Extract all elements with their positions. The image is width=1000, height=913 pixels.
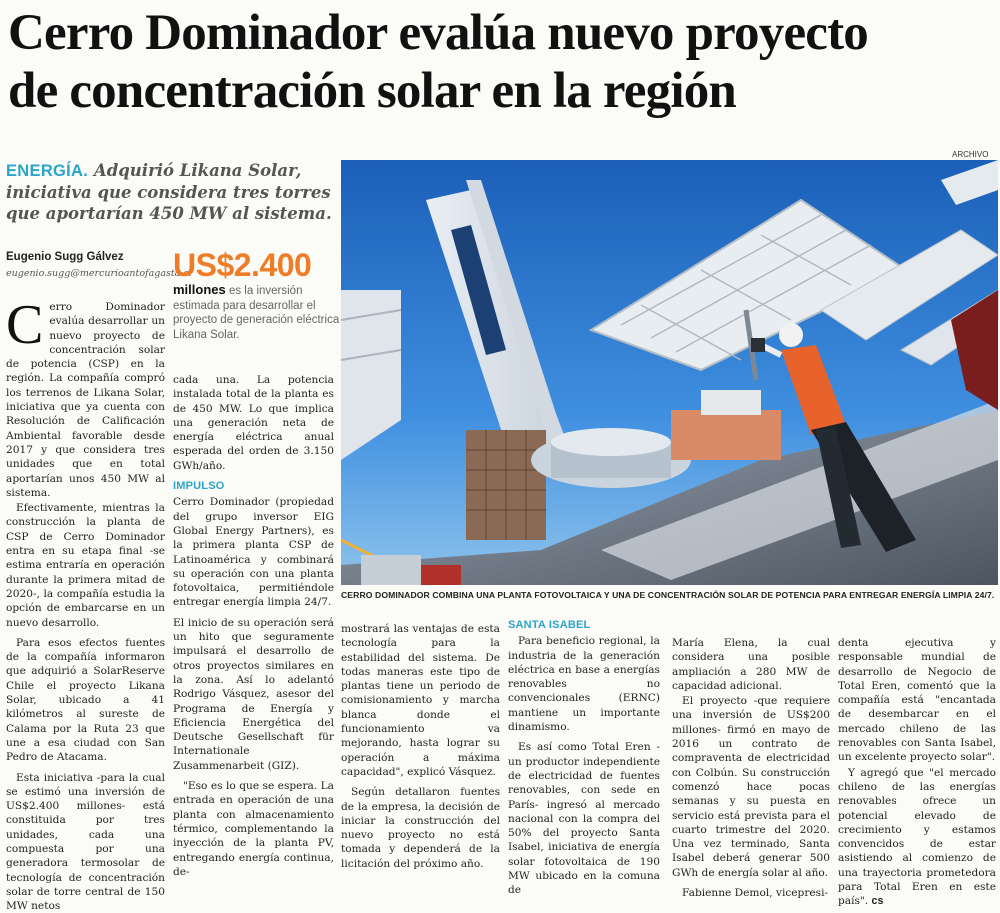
article-column-6 bbox=[838, 636, 996, 870]
lead-paragraph bbox=[6, 160, 336, 224]
stat-unit: millones bbox=[173, 282, 226, 297]
article-paragraph: denta ejecutiva y responsable mundial de desarrollo de Negocio de Total Eren, comentó que la compañía está "encantada de desembarcar en el mercado chileno de las renovables con Santa Isabel, un excelente proyecto solar". bbox=[838, 636, 996, 765]
lead-text: Adquirió Likana Solar, iniciativa que considera tres torres que aportarían 450 MW al sistema. bbox=[6, 161, 332, 223]
author-name: Eugenio Sugg Gálvez bbox=[6, 251, 124, 263]
article-paragraph: Fabienne Demol, vicepresi- bbox=[672, 886, 830, 900]
article-paragraph: El inicio de su operación será un hito que seguramente impulsará el desarrollo de otros proyectos similares en la zona. Así lo adelantó Rodrigo Vásquez, asesor del Programa de Energía y Eficiencia Energética del Deutsche Gesellschaft für Internationale Zusammenarbeit (GIZ). bbox=[173, 616, 334, 773]
article-paragraph: Y agregó que "el mercado chileno de las energías renovables ofrece un potencial elevado de crecimiento y estamos convencidos de estar asistiendo al comienzo de una trayectoria prometedora para Total Eren en este país". cs bbox=[838, 766, 996, 909]
article-paragraph: mostrará las ventajas de esta tecnología para la estabilidad del sistema. De todas maneras este tipo de plantas tiene un periodo de comisionamiento y marcha blanca donde el funcionamiento va mejorando, hasta lograr su operación a máxima capacidad", explicó Vásquez. bbox=[341, 622, 500, 779]
headline-line-1: Cerro Dominador evalúa nuevo proyecto bbox=[8, 4, 998, 62]
article-paragraph: El proyecto -que requiere una inversión de US$200 millones- firmó en mayo de 2016 un contrato de compraventa de electricidad con Colbún. Su construcción comenzó hace pocas semanas y su puesta en servicio está prevista para el cuarto trimestre del 2020. Una vez terminado, Santa Isabel deberá generar 500 GWh de energía solar al año. bbox=[672, 694, 830, 880]
subheading-santa-isabel: SANTA ISABEL bbox=[508, 618, 660, 632]
subheading-impulso: IMPULSO bbox=[173, 479, 334, 493]
article-paragraph: cada una. La potencia instalada total de la planta es de 450 MW. Lo que implica una generación neta de energía eléctrica anual esperada del orden de 3.150 GWh/año. bbox=[173, 373, 334, 473]
headline-line-2: de concentración solar en la región bbox=[8, 62, 998, 120]
article-paragraph: Cerro Dominador evalúa desarrollar un nuevo proyecto de concentración solar de potencia (CSP) en la región. La compañía compró los terrenos de Likana Solar, iniciativa que ya cuenta con Resolución de Calificación Ambiental favorable desde 2017 y que considera tres unidades que en total aportarían unos 450 MW al sistema. bbox=[6, 300, 165, 500]
stat-text: es la inversión estimada para desarrollar el proyecto de generación eléctrica Likana Solar. bbox=[173, 285, 339, 341]
drop-cap: C bbox=[6, 303, 43, 347]
article-column-4 bbox=[508, 618, 660, 870]
article-paragraph: Esta iniciativa -para la cual se estimó una inversión de US$2.400 millones- está constituida por tres unidades, cada una compuesta por una generadora termosolar de tecnología de concentración solar de torre central de 150 MW netos bbox=[6, 771, 165, 913]
article-paragraph: Para esos efectos fuentes de la compañía informaron que adquirió a SolarReserve Chile el proyecto Likana Solar, ubicado a 41 kilómetros al sureste de Calama por la Ruta 23 que une a esa ciudad con San Pedro de Atacama. bbox=[6, 636, 165, 765]
article-column-2 bbox=[173, 373, 334, 870]
section-label: ENERGÍA. bbox=[6, 162, 88, 180]
stat-value: US$2.400 bbox=[173, 247, 311, 284]
end-mark: cs bbox=[872, 895, 884, 907]
solar-plant-photo bbox=[341, 160, 998, 585]
article-photo bbox=[341, 160, 998, 585]
photo-credit: ARCHIVO bbox=[952, 150, 988, 159]
article-paragraph: Cerro Dominador (propiedad del grupo inversor EIG Global Energy Partners), es la primera planta CSP de Latinoamérica y combinará su operación con una planta fotovoltaica, permitiéndole entregar energía limpia 24/7. bbox=[173, 495, 334, 609]
article-column-5 bbox=[672, 636, 830, 870]
author-email: eugenio.sugg@mercurioantofagasta.cl bbox=[6, 268, 192, 279]
article-paragraph: María Elena, la cual considera una posible ampliación a 280 MW de capacidad adicional. bbox=[672, 636, 830, 693]
stat-description bbox=[173, 283, 341, 342]
photo-caption: CERRO DOMINADOR COMBINA UNA PLANTA FOTOVOLTAICA Y UNA DE CONCENTRACIÓN SOLAR DE POTENCIA PARA ENTREGAR ENERGÍA LIMPIA 24/7. bbox=[341, 590, 998, 600]
article-paragraph: "Eso es lo que se espera. La entrada en operación de una planta con almacenamiento térmico, complementando la inyección de la planta PV, entregando energía continua, de- bbox=[173, 779, 334, 879]
headline bbox=[8, 4, 998, 120]
article-paragraph: Es así como Total Eren -un productor independiente de electricidad de fuentes renovables, con sede en París- ingresó al mercado nacional con la compra del 50% del proyecto Santa Isabel, iniciativa de energía solar fotovoltaica de 190 MW ubicado en la comuna de bbox=[508, 740, 660, 897]
article-column-1 bbox=[6, 300, 165, 870]
article-column-3 bbox=[341, 622, 500, 870]
article-paragraph: Para beneficio regional, la industria de la generación eléctrica en base a energías renovables no convencionales (ERNC) mantiene un importante dinamismo. bbox=[508, 634, 660, 734]
article-paragraph: Efectivamente, mientras la construcción la planta de CSP de Cerro Dominador entra en su etapa final -se estima entraría en operación durante la primera mitad de 2020-, la compañía estudia la opción de embarcarse en un nuevo desarrollo. bbox=[6, 501, 165, 630]
article-paragraph: Según detallaron fuentes de la empresa, la decisión de iniciar la construcción del nuevo proyecto no está tomada y dependerá de la licitación del próximo año. bbox=[341, 785, 500, 871]
